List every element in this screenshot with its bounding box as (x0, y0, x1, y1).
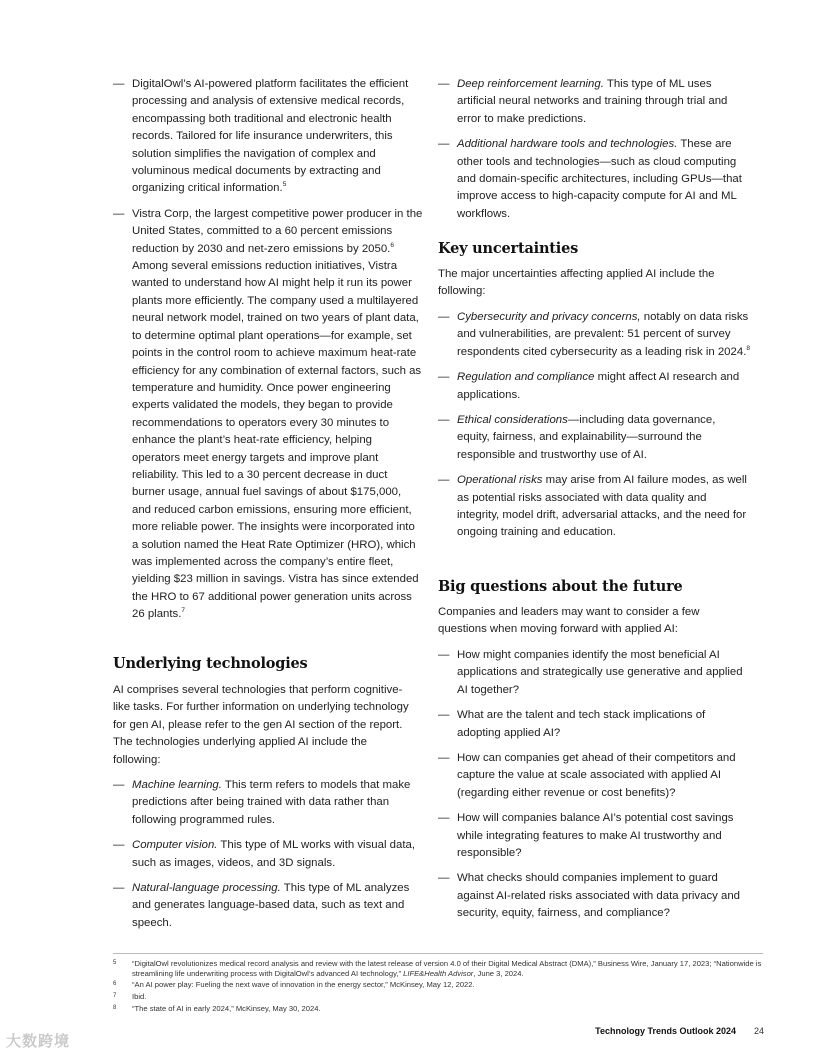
section-heading-key-uncertainties: Key uncertainties (438, 240, 579, 257)
list-item: — What are the talent and tech stack implications of adopting applied AI? (438, 709, 706, 739)
dash-bullet: — (438, 812, 450, 825)
list-item: — Computer vision. This type of ML works with visual data, such as images, videos, and 3D signals. (113, 839, 415, 869)
section-heading-underlying-technologies: Underlying technologies (113, 655, 308, 672)
uncertainties-list (438, 309, 750, 542)
footnote-7: 7 Ibid. (113, 992, 147, 1001)
footnote-divider (113, 953, 763, 954)
list-item: — Regulation and compliance might affect AI research and applications. (438, 371, 740, 401)
list-item: — Vistra Corp, the largest competitive power producer in the United States, committed to a 60 percent emissions reduction by 2030 and net-zero emissions by 2050.$^6$ Among several emissions reduction initiatives, Vistra wanted to understand how AI might help it run its power plants more efficiently. The company used a multilayered neural network model, trained on two years of plant data, to determine optimal plant operations—for example, set points in the control room to achieve maximum heat-rate efficiency for any combination of external factors, such as temperature and humidity. Once power engineering experts validated the models, they began to provide recommendations to operators every 30 minutes to enhance the plant’s heat-rate efficiency, helping operators meet energy targets and improve plant reliability. This led to a 30 percent decrease in duct burner usage, annual fuel savings of about $175,000, and reduced carbon emissions, ensuring more efficient, more reliable power. The insights were incorporated into a solution named the Heat Rate Optimizer (HRO), which was implemented across the company’s entire fleet, yielding $23 million in savings. Vistra has since extended the HRO to 67 additional power generation units across 26 plants.$^7$ (113, 207, 423, 621)
page-number: 24 (753, 1026, 764, 1036)
publication-title: Technology Trends Outlook 2024 (595, 1026, 736, 1036)
questions-intro: Companies and leaders may want to consider a few questions when moving forward with applied AI: (438, 606, 700, 636)
case-examples-list (113, 76, 423, 624)
dash-bullet: — (113, 78, 125, 90)
list-item: — What checks should companies implement to guard against AI-related risks associated with data privacy and security, equity, fairness, and compliance? (438, 872, 741, 920)
list-item: — How can companies get ahead of their competitors and capture the value at scale associated with applied AI (regarding either revenue or cost benefits)? (438, 752, 736, 799)
dash-bullet: — (438, 78, 450, 90)
list-item: — Machine learning. This term refers to models that make predictions after being trained with data rather than following programmed rules. (113, 779, 411, 826)
underlying-technologies-list (113, 777, 423, 932)
questions-list (438, 647, 750, 923)
list-item: — Deep reinforcement learning. This type of ML uses artificial neural networks and training through trial and error to make predictions. (438, 78, 728, 125)
list-item: — How will companies balance AI’s potential cost savings while integrating features to make AI trustworthy and responsible? (438, 812, 734, 860)
dash-bullet: — (438, 872, 450, 885)
footnote-ref[interactable]: 6 (390, 241, 394, 249)
list-item: — How might companies identify the most beneficial AI applications and strategically use generative and applied AI together? (438, 649, 743, 696)
footnote-8: 8 “The state of AI in early 2024,” McKinsey, May 30, 2024. (113, 1004, 321, 1013)
dash-bullet: — (438, 311, 450, 323)
dash-bullet: — (438, 474, 450, 487)
dash-bullet: — (438, 414, 450, 427)
dash-bullet: — (113, 779, 125, 791)
dash-bullet: — (113, 839, 125, 852)
list-item: — Additional hardware tools and technologies. These are other tools and technologies—such as cloud computing and domain-specific architectures, including GPUs—that improve access to high-capacity compute for AI and ML workflows. (438, 138, 742, 220)
footnote-6: 6 “An AI power play: Fueling the next wave of innovation in the energy sector,” McKinsey, May 12, 2022. (113, 980, 475, 989)
underlying-intro: AI comprises several technologies that perform cognitive-like tasks. For further information on underlying technology for gen AI, please refer to the gen AI section of the report. The technologies underlying applied AI include the following: (113, 684, 409, 766)
watermark-logo: 大数跨境 (6, 1033, 71, 1050)
page-footer (595, 1026, 764, 1036)
technologies-list-continued (438, 76, 750, 223)
list-item: — Natural-language processing. This type of ML analyzes and generates language-based data, such as text and speech. (113, 882, 410, 929)
list-item: — DigitalOwl’s AI-powered platform facilitates the efficient processing and analysis of extensive medical records, encompassing both traditional and electronic health records. Tailored for life insurance underwriters, this solution simplifies the navigation of complex and voluminous medical documents by extracting and organizing critical information.$^5$ (113, 78, 409, 195)
dash-bullet: — (438, 138, 450, 151)
footnote-ref[interactable]: 7 (181, 607, 186, 615)
dash-bullet: — (113, 882, 125, 895)
dash-bullet: — (438, 371, 450, 384)
dash-bullet: — (438, 752, 450, 765)
list-item: — Operational risks may arise from AI failure modes, as well as potential risks associated with data quality and integrity, model drift, adversarial attacks, and the need for ongoing training and education. (438, 474, 747, 539)
dash-bullet: — (438, 649, 450, 661)
list-item: — Cybersecurity and privacy concerns, notably on data risks and vulnerabilities, are prevalent: 51 percent of survey respondents cited cybersecurity as a leading risk in 2024.$^8$ (438, 311, 750, 358)
dash-bullet: — (438, 709, 450, 722)
uncertainties-intro: The major uncertainties affecting applied AI include the following: (438, 268, 715, 298)
footnote-ref[interactable]: 5 (282, 181, 287, 189)
section-heading-big-questions: Big questions about the future (438, 578, 683, 595)
list-item: — Ethical considerations—including data governance, equity, fairness, and explainability—surround the responsible and trustworthy use of AI. (438, 414, 716, 461)
dash-bullet: — (113, 207, 125, 220)
footnote-ref[interactable]: 8 (746, 344, 750, 352)
footnote-5: 5 “DigitalOwl revolutionizes medical record analysis and review with the latest release of version 4.0 of their Digital Medical Abstract (DMA),” Business Wire, January 17, 2023; “Nationwide is streamlining life underwriting process with DigitalOwl’s advanced AI technology,” LIFE&Health Advisor, June 3, 2024. (113, 959, 762, 979)
